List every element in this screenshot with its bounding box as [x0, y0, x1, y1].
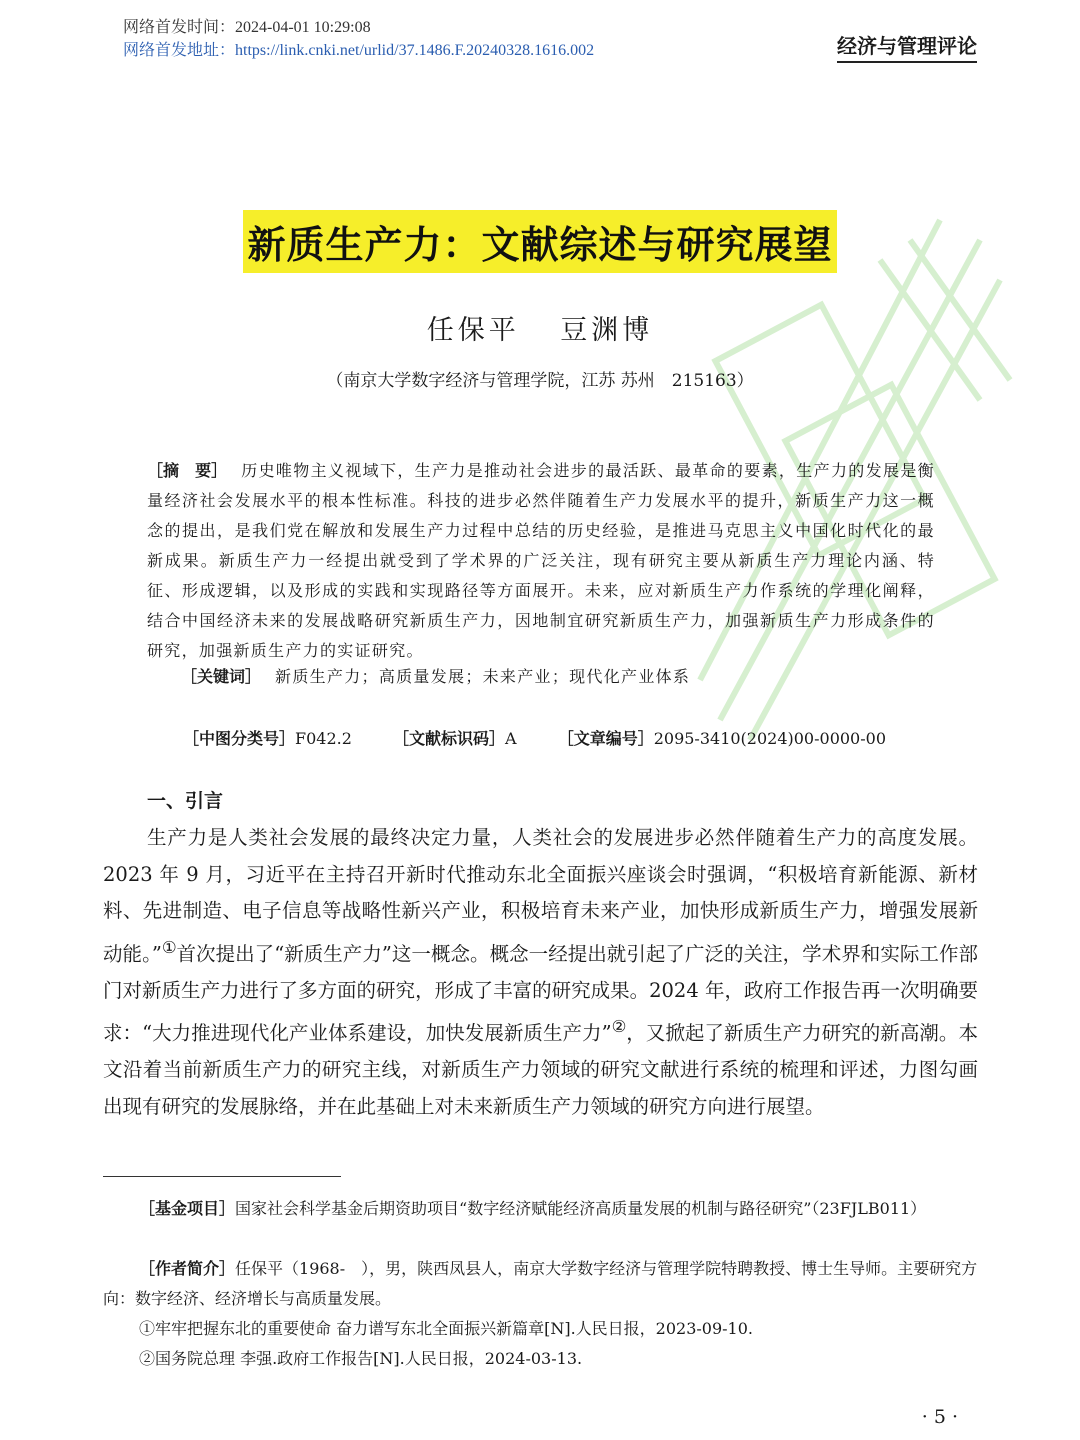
page-number: · 5 ·: [921, 1406, 958, 1428]
footnote-marker[interactable]: ②: [611, 1017, 627, 1036]
article-number-label: ［文章编号］: [557, 729, 654, 748]
body-text: [103, 820, 978, 1125]
keywords: [181, 664, 690, 687]
abstract-label: ［摘 要］: [147, 461, 228, 480]
doc-code-value: A: [505, 729, 517, 748]
clc-label: ［中图分类号］: [183, 729, 296, 748]
author-name: 豆渊博: [560, 315, 654, 346]
footnote-fund: [103, 1194, 979, 1224]
author-bio-label: ［作者简介］: [139, 1259, 236, 1278]
affiliation: （南京大学数字经济与管理学院，江苏 苏州 215163）: [326, 371, 754, 391]
footnote-ref-2: [103, 1344, 979, 1374]
author-name: 任保平: [426, 315, 520, 346]
pub-time-row: [123, 16, 594, 39]
classification-line: [183, 726, 922, 749]
footnote-author: [103, 1254, 979, 1314]
body-text-part: ，又掀起了新质生产力研究的新高潮。本文沿着当前新质生产力的研究主线，对新质生产力领域的研究文献进行系统的梳理和评述，力图勾画出现有研究的发展脉络，并在此基础上对未来新质生产力领域的研究方向进行展望。: [103, 1021, 978, 1118]
body-text-part: 首次提出了“新质生产力”这一概念。概念一经提出就引起了广泛的关注，学术界和实际工作部门对新质生产力进行了多方面的研究，形成了丰富的研究成果。2024 年，政府工作报告再一次明确要求：“大力推进现代化产业体系建设，加快发展新质生产力”: [103, 942, 978, 1045]
journal-name: 经济与管理评论: [837, 30, 977, 63]
publication-info: [123, 16, 594, 62]
pub-url-link[interactable]: https://link.cnki.net/urlid/37.1486.F.20240328.1616.002: [235, 42, 595, 59]
doc-code-label: ［文献标识码］: [393, 729, 506, 748]
keywords-text: 新质生产力；高质量发展；未来产业；现代化产业体系: [275, 667, 691, 686]
fund-text: 国家社会科学基金后期资助项目“数字经济赋能经济高质量发展的机制与路径研究”（23FJLB011）: [235, 1199, 927, 1218]
pub-url-label: 网络首发地址：: [123, 40, 236, 59]
reference-text: ②国务院总理 李强.政府工作报告[N].人民日报，2024-03-13.: [139, 1349, 583, 1368]
pub-time-value: 2024-04-01 10:29:08: [235, 19, 371, 36]
footnote-divider: [103, 1176, 341, 1177]
footnote-marker[interactable]: ①: [161, 937, 177, 957]
clc-value: F042.2: [295, 729, 352, 748]
abstract: [147, 456, 935, 666]
section-heading: 一、引言: [147, 790, 224, 812]
body-text-part: 生产力是人类社会发展的最终决定力量，人类社会的发展进步必然伴随着生产力的高度发展。2023 年 9 月，习近平在主持召开新时代推动东北全面振兴座谈会时强调，“积极培育新能源、新材料、先进制造、电子信息等战略性新兴产业，积极培育未来产业，加快形成新质生产力，增强发展新动能。”: [103, 826, 978, 965]
abstract-text: 历史唯物主义视域下，生产力是推动社会进步的最活跃、最革命的要素，生产力的发展是衡量经济社会发展水平的根本性标准。科技的进步必然伴随着生产力发展水平的提升，新质生产力这一概念的提出，是我们党在解放和发展生产力过程中总结的历史经验，是推进马克思主义中国化时代化的最新成果。新质生产力一经提出就受到了学术界的广泛关注，现有研究主要从新质生产力理论内涵、特征、形成逻辑，以及形成的实践和实现路径等方面展开。未来，应对新质生产力作系统的学理化阐释，结合中国经济未来的发展战略研究新质生产力，因地制宜研究新质生产力，加强新质生产力形成条件的研究，加强新质生产力的实证研究。: [147, 461, 935, 660]
reference-text: ①牢牢把握东北的重要使命 奋力谱写东北全面振兴新篇章[N].人民日报，2023-09-10.: [139, 1319, 753, 1338]
keywords-label: ［关键词］: [181, 667, 262, 686]
author-list: [0, 308, 1080, 347]
footnote-ref-1: [103, 1314, 979, 1344]
article-number-value: 2095-3410(2024)00-0000-00: [653, 729, 886, 748]
pub-url-row: [123, 39, 594, 62]
paper-title: 新质生产力：文献综述与研究展望: [243, 210, 836, 273]
fund-label: ［基金项目］: [139, 1199, 236, 1218]
author-bio-text: 任保平（1968- ），男，陕西凤县人，南京大学数字经济与管理学院特聘教授、博士生导师。主要研究方向：数字经济、经济增长与高质量发展。: [103, 1259, 978, 1308]
pub-time-label: 网络首发时间：: [123, 17, 236, 36]
body-paragraph: [103, 820, 978, 1125]
